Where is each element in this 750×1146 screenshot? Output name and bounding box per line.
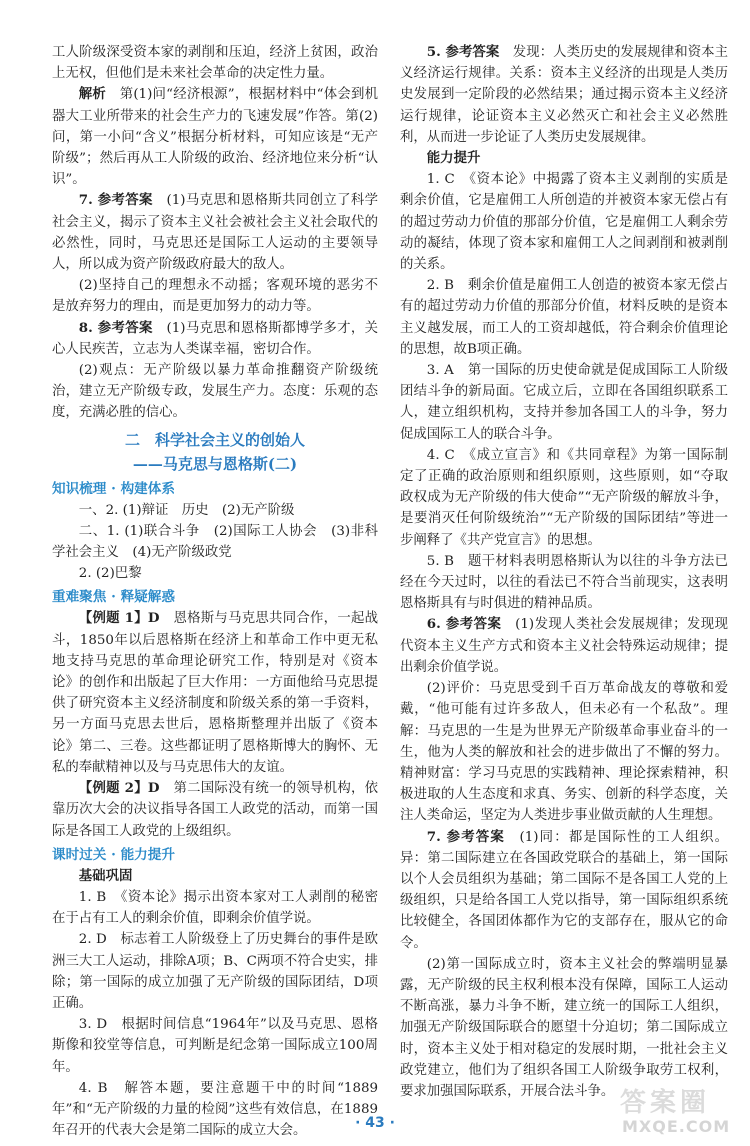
answer-7 bbox=[52, 190, 378, 275]
left-column bbox=[52, 42, 378, 1141]
question-answer: 2. D 标志着工人阶级登上了历史舞台的事件是欧洲三大工人运动，排除A项；B、C两项不符合史实，排除；第一国际的成立加强了无产阶级的国际团结，D项正确。 bbox=[52, 932, 378, 1011]
question-answer: 3. D 根据时间信息“1964年”以及马克思、恩格斯像和狡堂等信息，可判断是纪念第一国际成立100周年。 bbox=[52, 1017, 378, 1075]
paragraph: (2)坚持自己的理想永不动摇；客观环境的恶劣不是放弃努力的理由，而是更加努力的动力等。 bbox=[52, 278, 378, 315]
question-answer: 1. C 《资本论》中揭露了资本主义剥削的实质是剩余价值，它是雇佣工人所创造的并被资本家无偿占有的超过劳动力价值的那部分价值，它是雇佣工人剩余劳动的凝结，体现了资本家和雇佣工人之间剥削和被剥削的关系。 bbox=[400, 172, 728, 273]
answer-text: (1)马克思和恩格斯共同创立了科学社会主义，揭示了资本主义社会被社会主义社会取代的必然性，同时，马克思还是国际工人运动的主要领导人，所以成为资产阶级政府最大的敌人。 bbox=[52, 193, 378, 273]
paragraph: (2)第一国际成立时，资本主义社会的弊端明显暴露，无产阶级的民主权利根本没有保障，国际工人运动不断高涨，暴力斗争不断，建立统一的国际工人组织，加强无产阶级国际联合的愿望十分迫切；第二国际成立时，资本主义处于相对稳定的发展时期，一批社会主义政党建立，他们为了组织各国工人阶级争取劳工权利，要求加强国际联系，开展合法斗争。 bbox=[400, 956, 728, 1099]
heading-knowledge: 知识梳理 · 构建体系 bbox=[52, 480, 175, 497]
watermark-logo bbox=[610, 1080, 740, 1138]
answer-label: 7. 参考答案 bbox=[426, 828, 505, 845]
knowledge-line: 二、1. (1)联合斗争 (2)国际工人协会 (3)非科学社会主义 (4)无产阶级政党 bbox=[52, 523, 378, 561]
question-answer: 3. A 第一国际的历史使命就是促成国际工人阶级团结斗争的新局面。它成立后，立即在各国组织联系工人，建立组织机构，支持并参加各国工人的斗争，努力促成国际工人的联合斗争。 bbox=[400, 363, 728, 442]
question-answer: 1. B 《资本论》揭示出资本家对工人剥削的秘密在于占有工人的剩余价值，即剩余价值学说。 bbox=[52, 889, 378, 927]
answer-label: 7. 参考答案 bbox=[78, 192, 153, 209]
example-text: 第二国际没有统一的领导机构，依靠历次大会的决议指导各国工人政党的活动，而第一国际是各国工人政党的上级组织。 bbox=[52, 781, 379, 839]
paragraph: (2)观点：无产阶级以暴力革命推翻资产阶级统治，建立无产阶级专政，发展生产力。态度：乐观的态度，充满必胜的信心。 bbox=[52, 363, 378, 421]
page-number: · 43 · bbox=[355, 1115, 395, 1131]
analysis-text: 第(1)问“经济根源”，根据材料中“体会到机器大工业所带来的社会生产力的飞速发展”作答。第(2)问，第一小问“含义”根据分析材料，可知应该是“无产阶级”；然后再从工人阶级的政治、经济地位来分析“认识”。 bbox=[52, 87, 379, 188]
analysis-paragraph bbox=[52, 84, 378, 190]
answer-6 bbox=[400, 614, 728, 678]
answer-text: (1)发现人类社会发展规律；发现现代资本主义生产方式和资本主义社会特殊运动规律；提出剩余价值学说。 bbox=[400, 617, 729, 675]
question-answer: 4. B 解答本题，要注意题干中的时间“1889年”和“无产阶级的力量的检阅”这些有效信息，在1889年召开的代表大会是第二国际的成立大会。 bbox=[52, 1080, 378, 1139]
question-answer: 5. B 题干材料表明恩格斯认为以往的斗争方法已经在今天过时，以往的看法已不符合当前现实，这表明恩格斯具有与时俱进的精神品质。 bbox=[400, 553, 728, 612]
answer-text: 发现：人类历史的发展规律和资本主义经济运行规律。关系：资本主义经济的出现是人类历史发展到一定阶段的必然结果；通过揭示资本主义经济运行规律，论证资本主义必然灭亡和社会主义必然胜利，从而进一步论证了人类历史发展规律。 bbox=[400, 45, 729, 145]
watermark-cn: 答案圈 bbox=[620, 1088, 711, 1118]
section-title: 二 科学社会主义的创始人 bbox=[124, 430, 305, 449]
answer-label: 8. 参考答案 bbox=[78, 319, 153, 336]
heading-lesson: 课时过关 · 能力提升 bbox=[52, 846, 175, 863]
example-text: 恩格斯与马克思共同合作，一起战斗，1850年以后恩格斯在经济上和革命工作中更无私地支持马克思的革命理论研究工作，特别是对《资本论》的创作和出版起了巨大作用：一方面他给马克思提供了研究资本主义经济制度和阶级关系的第一手资料，另一方面马克思去世后，恩格斯整理并出版了《资本论》第二、三卷。这些都证明了恩格斯博大的胸怀、无私的奉献精神以及与马克思伟大的友谊。 bbox=[52, 611, 379, 775]
example-label: 【例题 1】D bbox=[78, 610, 160, 627]
paragraph: 工人阶级深受资本家的剥削和压迫，经济上贫困，政治上无权，但他们是未来社会革命的决定性力量。 bbox=[52, 45, 378, 82]
answer-5 bbox=[400, 42, 728, 148]
knowledge-line: 2. (2)巴黎 bbox=[78, 566, 142, 582]
knowledge-line: 一、2. (1)辩证 历史 (2)无产阶级 bbox=[78, 502, 295, 518]
section-subtitle: ——马克思与恩格斯(二) bbox=[132, 454, 298, 473]
watermark-en: MXQE.COM bbox=[622, 1117, 731, 1136]
example-2 bbox=[52, 778, 378, 842]
example-label: 【例题 2】D bbox=[78, 780, 160, 797]
question-answer: 4. C 《成立宣言》和《共同章程》为第一国际制定了正确的政治原则和组织原则，这些原则，如“夺取政权成为无产阶级的伟大使命”“无产阶级的解放斗争，是要消灭任何阶级统治”“无产阶级的国际团结”等进一步阐释了《共产党宣言》的思想。 bbox=[400, 447, 728, 548]
right-column bbox=[400, 42, 728, 1102]
example-1 bbox=[52, 608, 378, 778]
answer-7-right bbox=[400, 827, 728, 954]
analysis-label: 解析 bbox=[78, 86, 107, 103]
heading-ability: 能力提升 bbox=[426, 150, 481, 167]
answer-text: (1)同：都是国际性的工人组织。异：第二国际建立在各国政党联合的基础上，第一国际以个人会员组织为基础；第二国际不是各国工人党的上级组织，只是给各国工人党以指导，第一国际组织系统比较健全，各国团体都作为它的支部存在，服从它的命令。 bbox=[400, 829, 728, 951]
answer-label: 5. 参考答案 bbox=[426, 44, 500, 60]
answer-text: (1)马克思和恩格斯都博学多才，关心人民疾苦，立志为人类谋幸福，密切合作。 bbox=[52, 320, 378, 357]
heading-basic: 基础巩固 bbox=[78, 867, 133, 884]
question-answer: 2. B 剩余价值是雇佣工人创造的被资本家无偿占有的超过劳动力价值的那部分价值，材料反映的是资本主义越发展，而工人的工资却越低，符合剩余价值理论的思想，故B项正确。 bbox=[400, 278, 728, 357]
heading-focus: 重难聚焦 · 释疑解惑 bbox=[52, 589, 175, 606]
answer-8 bbox=[52, 318, 378, 360]
paragraph: (2)评价：马克思受到千百万革命战友的尊敬和爱戴，“他可能有过许多敌人，但未必有一个私敌”。理解：马克思的一生是为世界无产阶级革命事业奋斗的一生，他为人类的解放和社会的进步做出了不懈的努力。精神财富：学习马克思的实践精神、理论探索精神，积极进取的人生态度和求真、务实、创新的科学态度，关注人类命运，坚定为人类进步事业做贡献的人生理想。 bbox=[400, 681, 728, 824]
answer-label: 6. 参考答案 bbox=[426, 616, 502, 633]
